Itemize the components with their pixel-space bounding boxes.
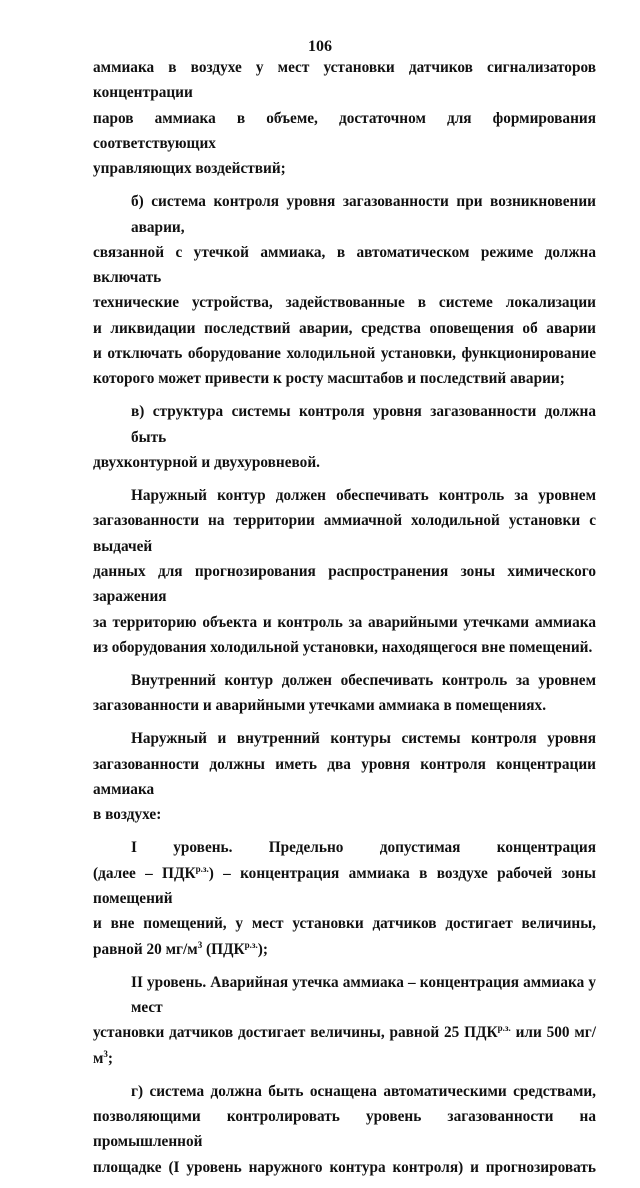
paragraph-1 [93, 55, 596, 181]
text-fragment: ) – концентрация аммиака в воздухе рабочей зоны помещений [93, 864, 597, 907]
paragraph-3 [93, 399, 596, 475]
text-line: и вне помещений, у мест установки датчиков достигает величины, [93, 915, 596, 933]
superscript: 3 [103, 1048, 108, 1059]
text-line [93, 1020, 596, 1071]
text-line: Наружный контур должен обеспечивать контроль за уровнем [131, 487, 596, 505]
text-line: загазованности должны иметь два уровня контроля концентрации аммиака [93, 755, 596, 798]
paragraph-7 [93, 835, 596, 961]
superscript: р.з. [195, 863, 209, 874]
text-line: аммиака в воздухе у мест установки датчиков сигнализаторов концентрации [93, 59, 596, 102]
text-fragment: равной 20 мг/м [93, 940, 198, 958]
text-fragment: ; [107, 1049, 114, 1067]
text-line: из оборудования холодильной установки, находящегося вне помещений. [93, 638, 593, 656]
text-line [93, 937, 596, 962]
paragraph-8 [93, 970, 596, 1071]
text-line: Внутренний контур должен обеспечивать контроль за уровнем [131, 672, 596, 690]
text-line: паров аммиака в объеме, достаточном для формирования соответствующих [93, 109, 596, 152]
text-line: управляющих воздействий; [93, 160, 286, 178]
text-line: за территорию объекта и контроль за аварийными утечками аммиака [93, 613, 596, 631]
superscript: р.з. [244, 939, 258, 950]
text-line: связанной с утечкой аммиака, в автоматическом режиме должна включать [93, 243, 596, 287]
text-line: двухконтурной и двухуровневой. [93, 454, 320, 472]
text-line: данных для прогнозирования распространения зоны химического заражения [93, 563, 596, 606]
paragraph-4 [93, 483, 596, 660]
text-line: в воздухе: [93, 806, 162, 824]
text-line: б) система контроля уровня загазованности при возникновении аварии, [131, 193, 596, 236]
paragraph-6 [93, 726, 596, 827]
text-line: Наружный и внутренний контуры системы контроля уровня [131, 730, 596, 748]
superscript: 3 [197, 939, 203, 950]
text-line [93, 861, 596, 912]
text-line: в) структура системы контроля уровня загазованности должна быть [131, 403, 596, 446]
text-fragment: установки датчиков достигает величины, равной 25 ПДК [93, 1024, 498, 1042]
text-line: I уровень. Предельно допустимая концентрация [131, 839, 596, 857]
text-line: г) система должна быть оснащена автоматическими средствами, [131, 1082, 596, 1100]
superscript: р.з. [497, 1023, 511, 1034]
text-line: технические устройства, задействованные в системе локализации [93, 294, 596, 312]
text-fragment: (далее – ПДК [93, 864, 196, 882]
text-fragment: или 500 мг/м [93, 1024, 596, 1067]
text-line: и ликвидации последствий аварии, средства оповещения об аварии [93, 319, 596, 337]
text-line: и отключать оборудование холодильной установки, функционирование [93, 345, 596, 363]
text-line: площадке (I уровень наружного контура контроля) и прогнозировать [93, 1158, 596, 1176]
paragraph-5 [93, 668, 596, 719]
text-line: загазованности и аварийными утечками аммиака в помещениях. [93, 697, 547, 715]
page-number: 106 [308, 38, 332, 55]
text-line: которого может привести к росту масштабов и последствий аварии; [93, 370, 565, 388]
text-line: позволяющими контролировать уровень загазованности на промышленной [93, 1107, 596, 1151]
text-fragment: ); [257, 940, 268, 958]
document-body [93, 55, 596, 1188]
text-line: II уровень. Аварийная утечка аммиака – концентрация аммиака у мест [131, 973, 596, 1016]
paragraph-2 [93, 189, 596, 391]
paragraph-9 [93, 1079, 596, 1180]
text-line: загазованности на территории аммиачной холодильной установки с выдачей [93, 512, 596, 555]
text-fragment: (ПДК [202, 940, 245, 958]
